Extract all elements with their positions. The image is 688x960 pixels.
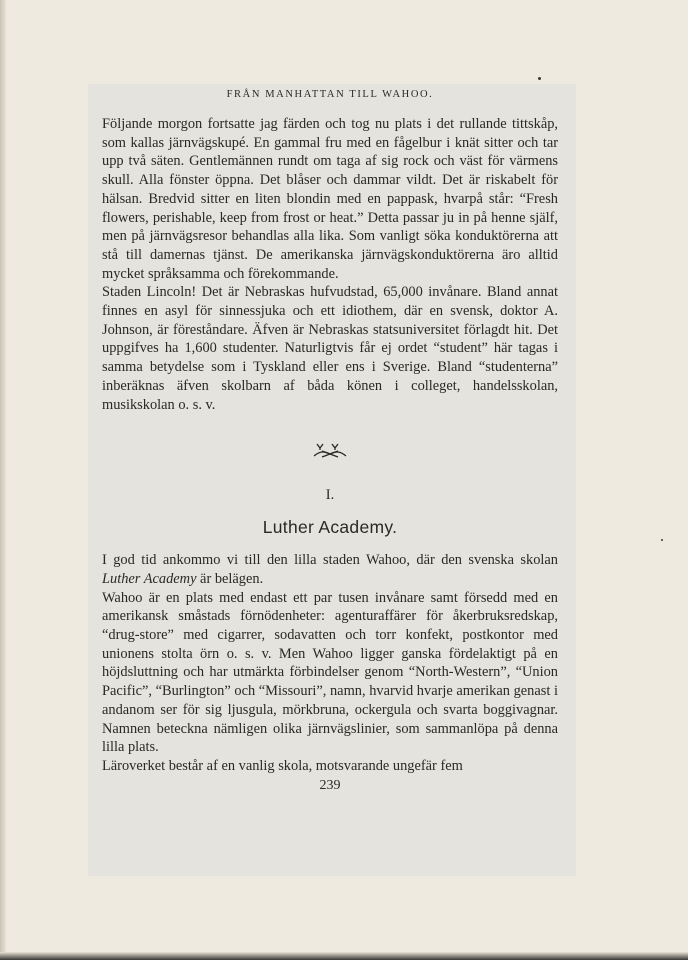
- paragraph-3: [102, 551, 558, 588]
- page-number: 239: [319, 777, 341, 793]
- section-number: I.: [325, 487, 335, 504]
- fleuron-ornament-icon: [102, 442, 558, 463]
- paragraph-1: Följande morgon fortsatte jag färden och tog nu plats i det rullande tittskåp, som kallas järnvägskupé. En gammal fru med en fågelbur i knät sitter och tar upp två säten. Gentlemännen rundt om taga af sig rock och väst för värmens skull. Alla fönster öppna. Det blåser och dammar vildt. Det är riskabelt för hälsan. Bredvid sitter en liten blondin med en pappask, hvarpå står: “Fresh flowers, perishable, keep from frost or heat.” Detta passar ju in på henne själf, men på järnvägsresor behandlas alla lika. Som vanligt söka konduktörerna att stå till damernas tjänst. De amerikanska järnvägskonduktörerna äro alltid mycket språksamma och förekommande.: [102, 116, 558, 282]
- page-content: [102, 89, 558, 794]
- page-bottom-edge: [0, 952, 688, 960]
- paragraph-4: Wahoo är en plats med endast ett par tusen invånare samt försedd med en amerikansk småstads förnödenheter: agenturaffärer för åkerbruksredskap, “drug-store” med cigarrer, sodavatten och torr konfekt, postkontor med unionens stolta örn o. s. v. Men Wahoo ligger ganska fördelaktigt på en höjdsluttning och har utmärkta förbindelser genom “North-Western”, “Union Pacific”, “Burlington” och “Missouri”, namn, hvarvid hvarje amerikan genast i andanom ser för sig ljusgula, mörkbruna, ockergula och svarta boggivagnar. Namnen beteckna nämligen olika järnvägslinier, som sammanlöpa på denna lilla plats.: [102, 589, 558, 756]
- paragraph-5: Läroverket består af en vanlig skola, motsvarande ungefär fem: [102, 757, 463, 774]
- running-head: FRÅN MANHATTAN TILL WAHOO.: [226, 89, 434, 100]
- ink-speck: [661, 539, 663, 541]
- paragraph-3-text-end: är belägen.: [196, 570, 264, 587]
- section-title: Luther Academy.: [262, 517, 398, 538]
- paragraph-3-italic-name: Luther Academy: [102, 570, 197, 587]
- ink-speck: [538, 77, 541, 80]
- fleuron-ornament-svg: [310, 442, 350, 458]
- page-left-edge: [0, 0, 6, 960]
- paragraph-3-text-start: I god tid ankommo vi till den lilla staden Wahoo, där den svenska skolan: [102, 552, 558, 569]
- paragraph-2: Staden Lincoln! Det är Nebraskas hufvudstad, 65,000 invånare. Bland annat finnes en asyl för sinnessjuka och ett idiothem, där en svensk, doktor A. Johnson, är föreståndare. Äfven är Nebraskas statsuniversitet förlagdt hit. Det uppgifves ha 1,600 studenter. Naturligtvis får ej ordet “student” här tagas i samma betydelse som i Tyskland eller ens i Sverige. Bland “studenterna” inberäknas äfven skolbarn af båda könen i colleget, handelsskolan, musikskolan o. s. v.: [102, 284, 558, 413]
